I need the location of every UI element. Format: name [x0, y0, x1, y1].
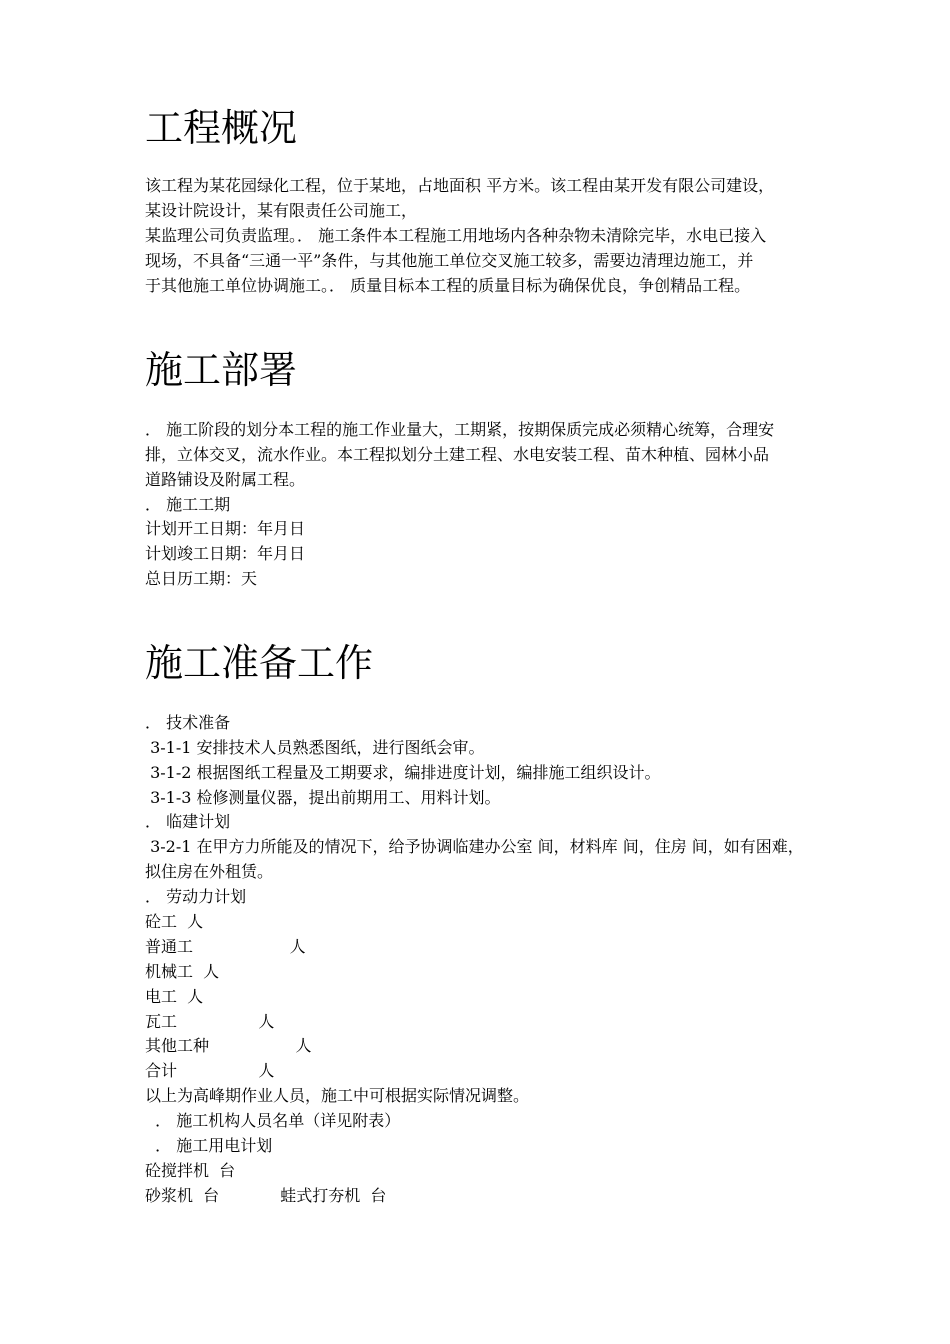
section-heading-deployment: 施工部署 — [145, 348, 298, 392]
paragraph-line: 3-1-1 安排技术人员熟悉图纸，进行图纸会审。 — [145, 738, 485, 757]
paragraph-line: 3-2-1 在甲方力所能及的情况下，给予协调临建办公室 间，材料库 间，住房 间，如有困难， — [145, 837, 804, 856]
section-heading-preparation: 施工准备工作 — [145, 641, 374, 685]
paragraph-line: ． 劳动力计划 — [145, 887, 247, 906]
paragraph-line: ． 施工用电计划 — [145, 1136, 273, 1155]
paragraph-line: ． 施工机构人员名单（详见附表） — [145, 1111, 401, 1130]
paragraph-line: 砼搅拌机 台 — [145, 1161, 236, 1180]
paragraph-line: 瓦工 人 — [145, 1012, 275, 1031]
paragraph-line: 3-1-3 检修测量仪器，提出前期用工、用料计划。 — [145, 788, 501, 807]
paragraph-line: 排，立体交叉，流水作业。本工程拟划分土建工程、水电安装工程、苗木种植、园林小品 — [145, 445, 770, 464]
paragraph-line: 以上为高峰期作业人员，施工中可根据实际情况调整。 — [145, 1086, 530, 1105]
paragraph-line: 拟住房在外租赁。 — [145, 862, 274, 881]
paragraph-line: 砼工 人 — [145, 912, 204, 931]
paragraph-line: 合计 人 — [145, 1061, 275, 1080]
paragraph-line: 计划开工日期：年月日 — [145, 519, 306, 538]
paragraph-line: ． 技术准备 — [145, 713, 231, 732]
paragraph-line: 其他工种 人 — [145, 1036, 312, 1055]
paragraph-line: ． 临建计划 — [145, 812, 231, 831]
paragraph-line: 于其他施工单位协调施工。． 质量目标本工程的质量目标为确保优良，争创精品工程。 — [145, 276, 751, 295]
paragraph-line: 总日历工期：天 — [145, 569, 258, 588]
paragraph-line: 3-1-2 根据图纸工程量及工期要求，编排进度计划，编排施工组织设计。 — [145, 763, 661, 782]
paragraph-line: 该工程为某花园绿化工程，位于某地，占地面积 平方米。该工程由某开发有限公司建设， — [145, 176, 775, 195]
paragraph-line: 道路铺设及附属工程。 — [145, 470, 306, 489]
paragraph-line: 某设计院设计，某有限责任公司施工， — [145, 201, 418, 220]
paragraph-line: 机械工 人 — [145, 962, 220, 981]
paragraph-line: 某监理公司负责监理。． 施工条件本工程施工用地场内各种杂物未清除完毕，水电已接入 — [145, 226, 767, 245]
paragraph-line: 电工 人 — [145, 987, 204, 1006]
paragraph-line: 普通工 人 — [145, 937, 306, 956]
paragraph-line: ． 施工工期 — [145, 495, 231, 514]
paragraph-line: 砂浆机 台 蛙式打夯机 台 — [145, 1186, 387, 1205]
paragraph-line: 计划竣工日期：年月日 — [145, 544, 306, 563]
paragraph-line: ． 施工阶段的划分本工程的施工作业量大，工期紧，按期保质完成必须精心统筹，合理安 — [145, 420, 775, 439]
section-heading-overview: 工程概况 — [145, 106, 298, 150]
paragraph-line: 现场，不具备“三通一平”条件，与其他施工单位交叉施工较多，需要边清理边施工，并 — [145, 251, 754, 270]
